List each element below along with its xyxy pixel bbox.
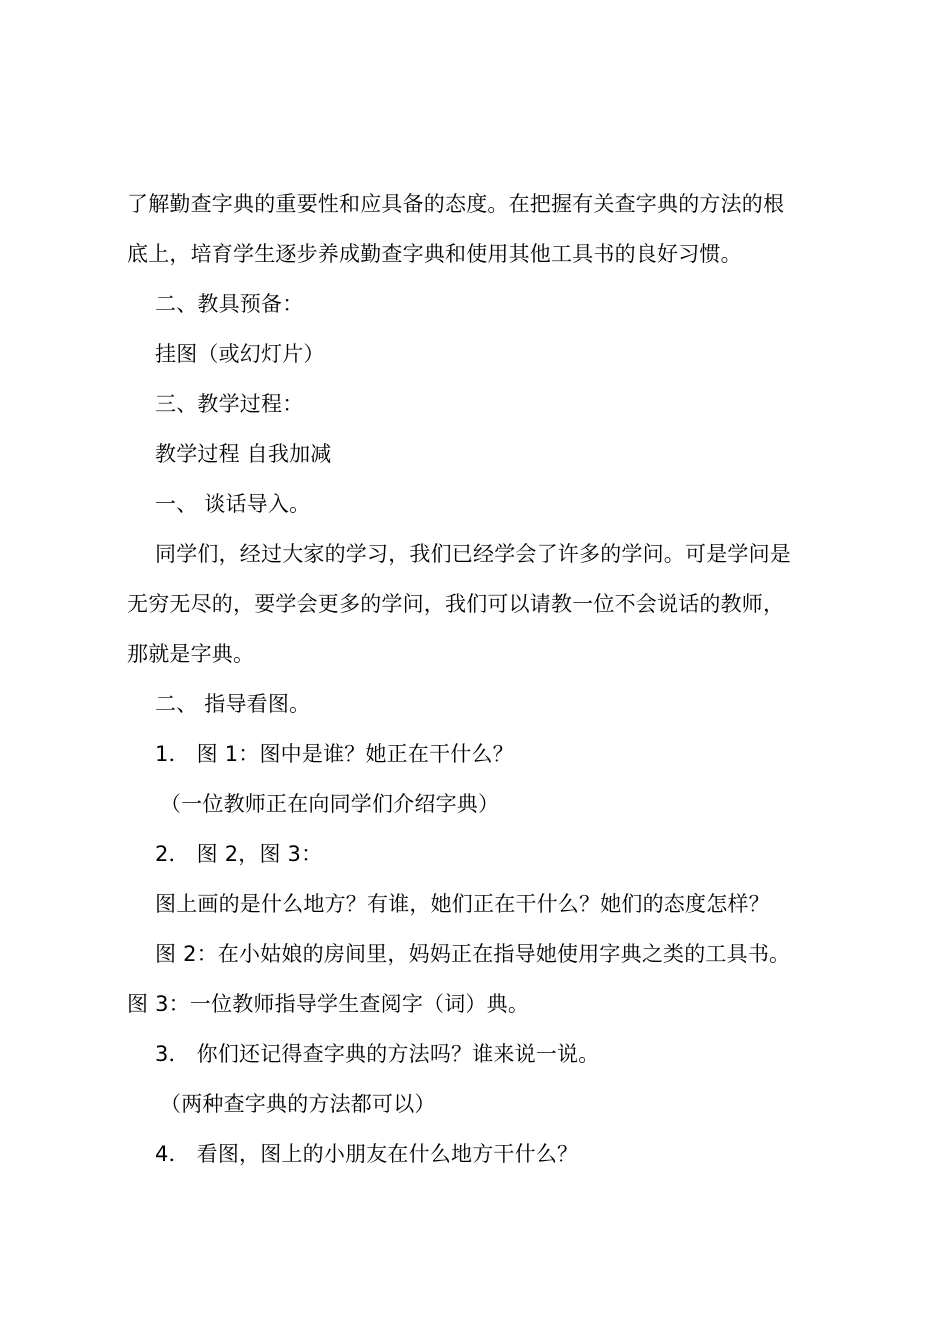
section-heading: 三、教学过程： — [155, 392, 304, 416]
paragraph-line: 图 3：一位教师指导学生查阅字（词）典。 — [127, 992, 530, 1016]
section-heading: 二、 指导看图。 — [155, 692, 311, 716]
paragraph-line: 图 2：在小姑娘的房间里，妈妈正在指导她使用字典之类的工具书。 — [155, 942, 791, 966]
paragraph-line: 图上画的是什么地方？有谁，她们正在干什么？她们的态度怎样？ — [155, 892, 770, 916]
list-item: 1． 图 1：图中是谁？她正在干什么？ — [155, 742, 514, 766]
paragraph-line: 那就是字典。 — [127, 642, 255, 666]
paragraph-line: （一位教师正在向同学们介绍字典） — [160, 792, 500, 816]
paragraph-line: 了解勤查字典的重要性和应具备的态度。在把握有关查字典的方法的根 — [127, 192, 785, 216]
section-heading: 一、 谈话导入。 — [155, 492, 311, 516]
list-item: 3． 你们还记得查字典的方法吗？谁来说一说。 — [155, 1042, 600, 1066]
list-item: 2． 图 2，图 3： — [155, 842, 323, 866]
paragraph-line: 教学过程 自我加减 — [155, 442, 332, 466]
paragraph-line: （两种查字典的方法都可以） — [160, 1092, 436, 1116]
section-heading: 二、教具预备： — [155, 292, 304, 316]
paragraph-line: 底上，培育学生逐步养成勤查字典和使用其他工具书的良好习惯。 — [127, 242, 742, 266]
paragraph-line: 挂图（或幻灯片） — [155, 342, 325, 366]
list-item: 4． 看图，图上的小朋友在什么地方干什么？ — [155, 1142, 579, 1166]
paragraph-line: 同学们，经过大家的学习，我们已经学会了许多的学问。可是学问是 — [155, 542, 791, 566]
paragraph-line: 无穷无尽的，要学会更多的学问，我们可以请教一位不会说话的教师， — [127, 592, 785, 616]
